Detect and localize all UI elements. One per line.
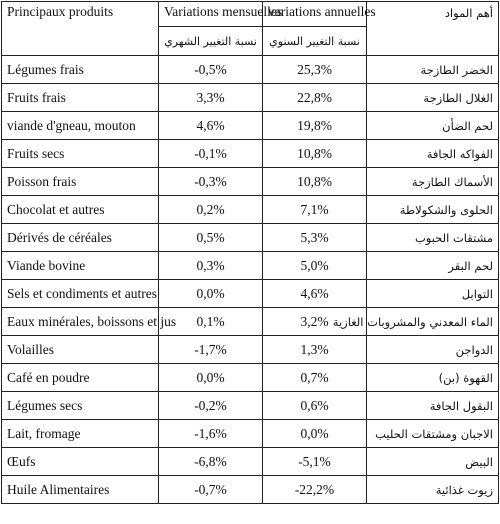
product-name-ar: الخضر الطازجة <box>367 56 499 84</box>
table-row <box>2 252 499 280</box>
annual-variation: 3,2% <box>263 308 367 336</box>
monthly-variation: -0,2% <box>159 392 263 420</box>
price-variation-table <box>1 1 499 504</box>
annual-variation: 0,0% <box>263 420 367 448</box>
product-name-fr: Viande bovine <box>2 252 159 280</box>
product-name-ar: لحم البقر <box>367 252 499 280</box>
product-name-fr: Poisson frais <box>2 168 159 196</box>
table-row <box>2 336 499 364</box>
table-row <box>2 448 499 476</box>
table-row <box>2 364 499 392</box>
monthly-variation: 0,0% <box>159 364 263 392</box>
monthly-variation: -0,7% <box>159 476 263 504</box>
product-name-ar: الفواكه الجافة <box>367 140 499 168</box>
annual-variation: 0,6% <box>263 392 367 420</box>
product-name-fr: Café en poudre <box>2 364 159 392</box>
product-name-fr: Sels et condiments et autres <box>2 280 159 308</box>
table-row <box>2 56 499 84</box>
monthly-variation: -1,7% <box>159 336 263 364</box>
product-name-ar: الدواجن <box>367 336 499 364</box>
annual-variation: 10,8% <box>263 140 367 168</box>
product-name-ar: الاجبان ومشتقات الحليب <box>367 420 499 448</box>
table-body <box>2 2 499 504</box>
table-row <box>2 392 499 420</box>
product-name-ar: القهوة (بن) <box>367 364 499 392</box>
annual-variation: 1,3% <box>263 336 367 364</box>
product-name-ar: البقول الجافة <box>367 392 499 420</box>
annual-variation: 4,6% <box>263 280 367 308</box>
table-row <box>2 476 499 504</box>
annual-variation: 0,7% <box>263 364 367 392</box>
annual-variation: 5,3% <box>263 224 367 252</box>
header-annual: variations annuelles <box>263 2 367 27</box>
product-name-fr: Eaux minérales, boissons et jus <box>2 308 159 336</box>
annual-variation: 22,8% <box>263 84 367 112</box>
monthly-variation: 0,3% <box>159 252 263 280</box>
product-name-fr: Fruits frais <box>2 84 159 112</box>
annual-variation: 10,8% <box>263 168 367 196</box>
product-name-fr: Dérivés de céréales <box>2 224 159 252</box>
annual-variation: 19,8% <box>263 112 367 140</box>
table-row <box>2 84 499 112</box>
product-name-ar: التوابل <box>367 280 499 308</box>
table-row <box>2 140 499 168</box>
table-row <box>2 112 499 140</box>
table-row <box>2 196 499 224</box>
product-name-fr: Volailles <box>2 336 159 364</box>
product-name-fr: Lait, fromage <box>2 420 159 448</box>
monthly-variation: 4,6% <box>159 112 263 140</box>
monthly-variation: 0,2% <box>159 196 263 224</box>
product-name-ar: الماء المعدني والمشروبات الغازية <box>367 308 499 336</box>
product-name-ar: الغلال الطازجة <box>367 84 499 112</box>
product-name-ar: زيوت غذائية <box>367 476 499 504</box>
annual-variation: 5,0% <box>263 252 367 280</box>
product-name-ar: لحم الضأن <box>367 112 499 140</box>
product-name-ar: الحلوى والشكولاطة <box>367 196 499 224</box>
header-monthly: Variations mensuelles <box>159 2 263 27</box>
table-row <box>2 420 499 448</box>
header-row <box>2 2 499 27</box>
product-name-fr: Fruits secs <box>2 140 159 168</box>
monthly-variation: -0,5% <box>159 56 263 84</box>
product-name-fr: Chocolat et autres <box>2 196 159 224</box>
product-name-fr: Huile Alimentaires <box>2 476 159 504</box>
product-name-fr: Légumes secs <box>2 392 159 420</box>
table-row <box>2 308 499 336</box>
monthly-variation: -0,1% <box>159 140 263 168</box>
annual-variation: -22,2% <box>263 476 367 504</box>
product-name-fr: Œufs <box>2 448 159 476</box>
subheader-monthly: نسبة التغيير الشهري <box>159 27 263 56</box>
table-row <box>2 224 499 252</box>
monthly-variation: 3,3% <box>159 84 263 112</box>
annual-variation: -5,1% <box>263 448 367 476</box>
monthly-variation: -6,8% <box>159 448 263 476</box>
header-arabic: أهم المواد <box>367 2 499 56</box>
monthly-variation: -0,3% <box>159 168 263 196</box>
annual-variation: 7,1% <box>263 196 367 224</box>
product-name-ar: مشتقات الحبوب <box>367 224 499 252</box>
monthly-variation: 0,0% <box>159 280 263 308</box>
product-name-fr: Légumes frais <box>2 56 159 84</box>
product-name-fr: viande d'gneau, mouton <box>2 112 159 140</box>
header-products: Principaux produits <box>2 2 159 56</box>
table-row <box>2 168 499 196</box>
monthly-variation: 0,1% <box>159 308 263 336</box>
annual-variation: 25,3% <box>263 56 367 84</box>
table-row <box>2 280 499 308</box>
monthly-variation: -1,6% <box>159 420 263 448</box>
product-name-ar: البيض <box>367 448 499 476</box>
monthly-variation: 0,5% <box>159 224 263 252</box>
product-name-ar: الأسماك الطازجة <box>367 168 499 196</box>
subheader-annual: نسبة التغيير السنوي <box>263 27 367 56</box>
